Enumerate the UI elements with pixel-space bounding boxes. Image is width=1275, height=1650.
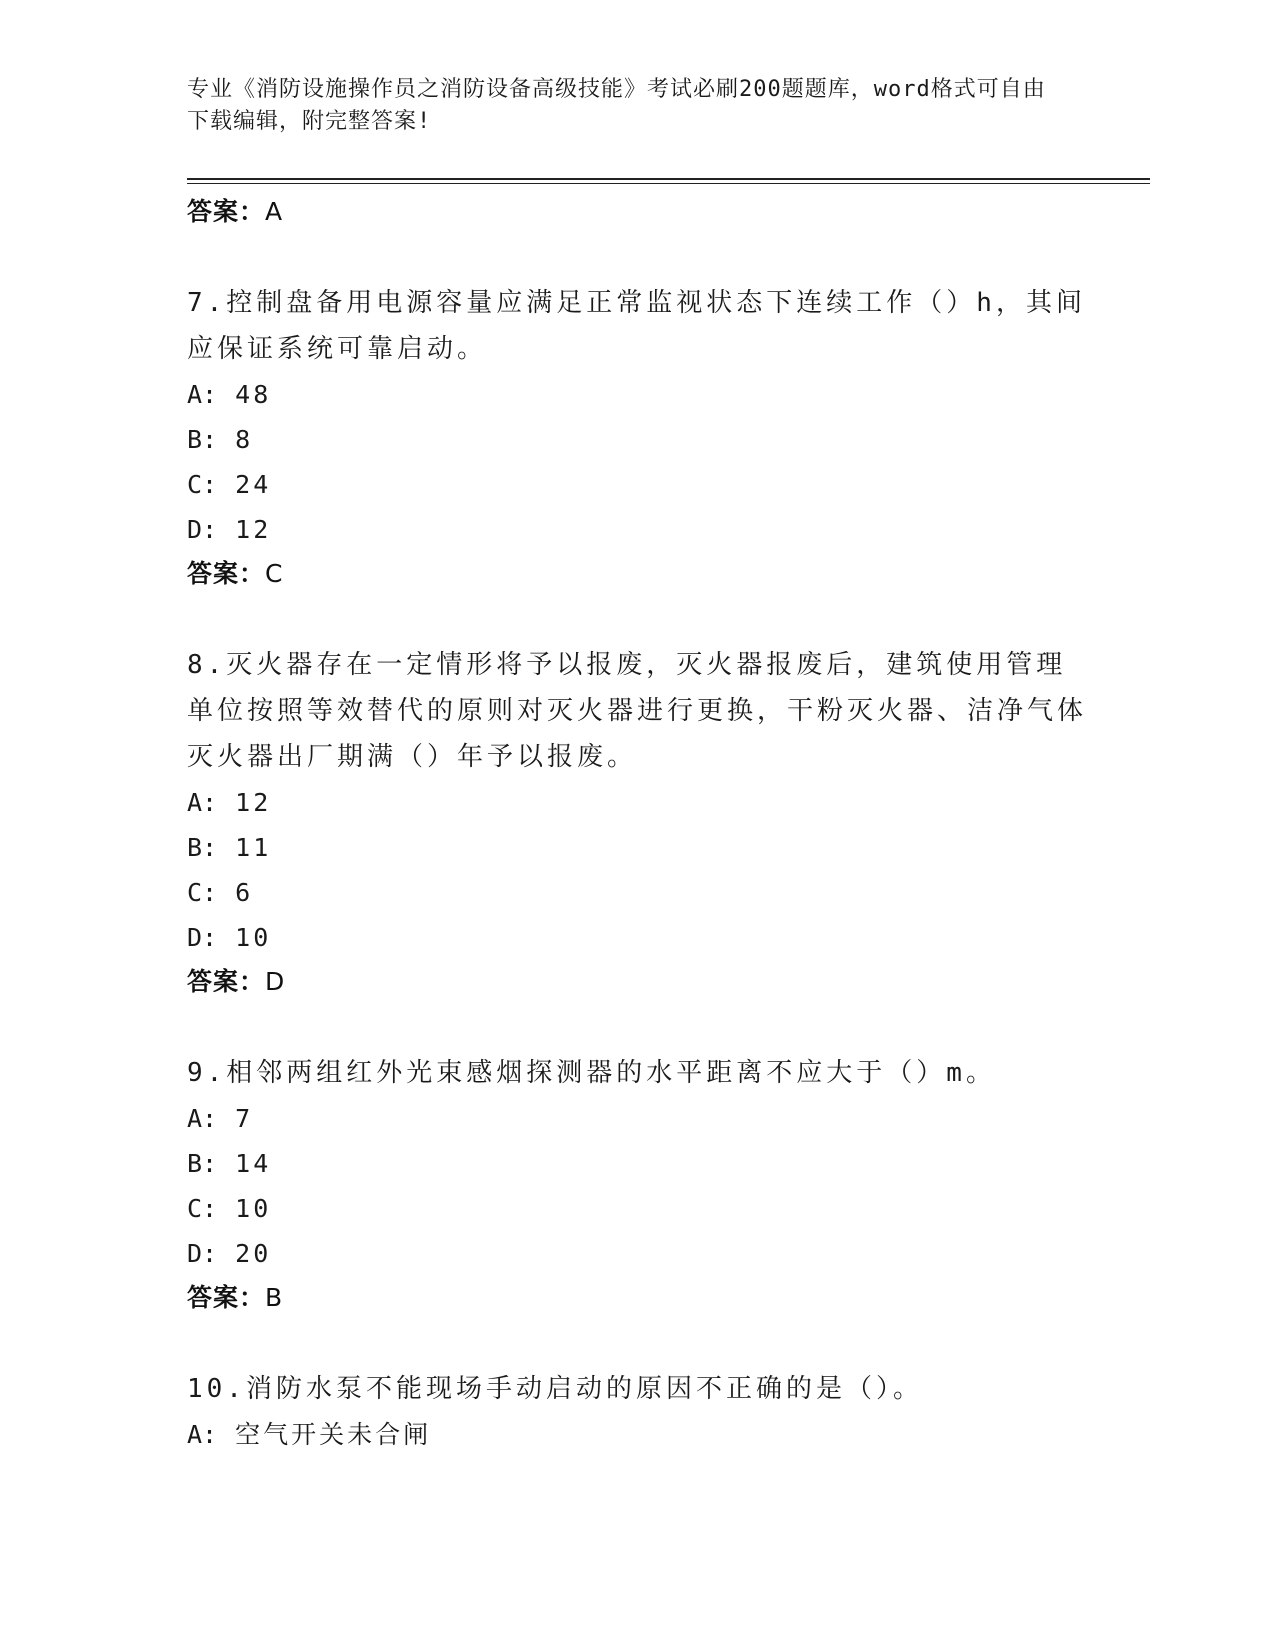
option-value: 12 (235, 515, 272, 544)
option-a (187, 1412, 1087, 1457)
option-value: 10 (235, 1194, 272, 1223)
option-c (187, 1186, 1087, 1231)
header-rule-thin (187, 183, 1150, 184)
option-label: D: (187, 1239, 218, 1268)
option-value: 48 (235, 380, 272, 409)
question-text: 9.相邻两组红外光束感烟探测器的水平距离不应大于（）m。 (187, 1058, 996, 1088)
answer-value: C (265, 559, 284, 588)
option-label: B: (187, 833, 218, 862)
option-value: 10 (235, 923, 272, 952)
question-list (187, 190, 1087, 1457)
option-value: 7 (235, 1104, 254, 1133)
option-label: D: (187, 515, 218, 544)
option-value: 8 (235, 425, 254, 454)
option-b (187, 1141, 1087, 1186)
option-d (187, 1231, 1087, 1276)
option-a (187, 372, 1087, 417)
answer-line (187, 960, 1087, 1004)
option-value: 11 (235, 833, 272, 862)
option-value: 空气开关未合闸 (235, 1420, 432, 1449)
answer-value: B (265, 1283, 284, 1312)
option-label: C: (187, 878, 218, 907)
option-label: D: (187, 923, 218, 952)
option-value: 24 (235, 470, 272, 499)
option-d (187, 507, 1087, 552)
option-value: 14 (235, 1149, 272, 1178)
option-b (187, 825, 1087, 870)
option-value: 6 (235, 878, 254, 907)
question-text: 8.灭火器存在一定情形将予以报废，灭火器报废后，建筑使用管理单位按照等效替代的原则对灭火器进行更换，干粉灭火器、洁净气体灭火器出厂期满（）年予以报废。 (187, 650, 1088, 772)
option-label: A: (187, 788, 218, 817)
answer-label: 答案： (187, 967, 266, 996)
answer-label: 答案： (187, 1283, 266, 1312)
option-label: B: (187, 425, 218, 454)
question-text: 10.消防水泵不能现场手动启动的原因不正确的是（）。 (187, 1374, 923, 1404)
option-a (187, 1096, 1087, 1141)
answer-line (187, 190, 1087, 234)
option-b (187, 417, 1087, 462)
option-label: C: (187, 470, 218, 499)
header-rule (187, 178, 1150, 180)
option-value: 20 (235, 1239, 272, 1268)
option-label: B: (187, 1149, 218, 1178)
answer-line (187, 1276, 1087, 1320)
answer-value: A (265, 197, 284, 226)
option-label: A: (187, 380, 218, 409)
option-label: A: (187, 1420, 218, 1449)
option-d (187, 915, 1087, 960)
option-c (187, 462, 1087, 507)
option-c (187, 870, 1087, 915)
answer-label: 答案： (187, 559, 266, 588)
document-header: 专业《消防设施操作员之消防设备高级技能》考试必刷200题题库，word格式可自由下载编辑，附完整答案! (187, 77, 1046, 134)
option-a (187, 780, 1087, 825)
question-text: 7.控制盘备用电源容量应满足正常监视状态下连续工作（）h，其间应保证系统可靠启动。 (187, 288, 1086, 364)
answer-value: D (265, 967, 286, 996)
option-label: C: (187, 1194, 218, 1223)
answer-line (187, 552, 1087, 596)
option-value: 12 (235, 788, 272, 817)
option-label: A: (187, 1104, 218, 1133)
answer-label: 答案： (187, 197, 266, 226)
